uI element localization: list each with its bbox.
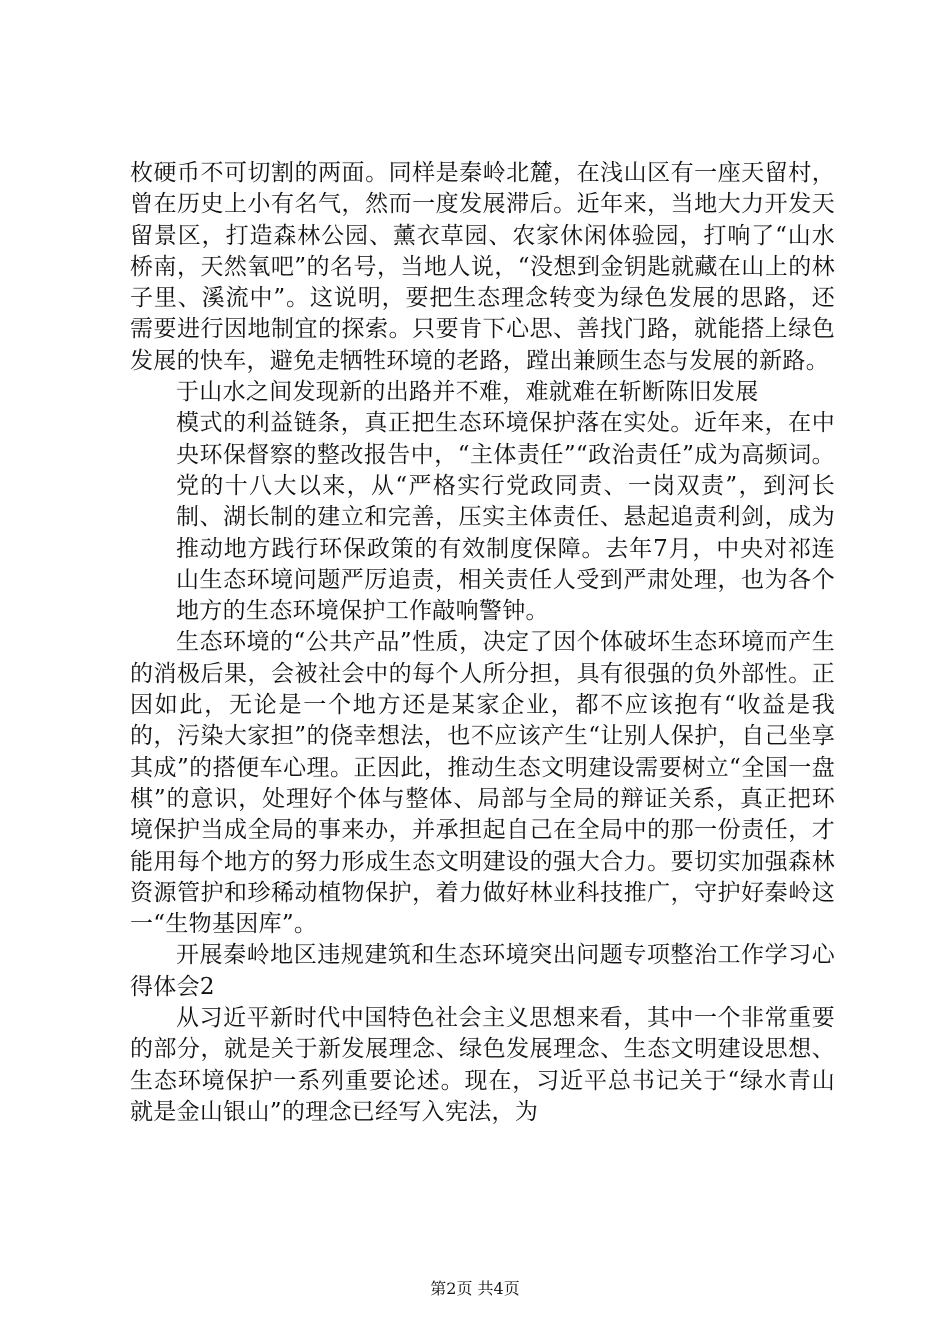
page-footer: 第2页 共4页 (430, 1279, 520, 1298)
paragraph-5: 从习近平新时代中国特色社会主义思想来看，其中一个非常重要的部分，就是关于新发展理念、绿色发展理念、生态文明建设思想、生态环境保护一系列重要论述。现在，习近平总书记关于“绿水青山就是金山银山”的理念已经写入宪法，为 (130, 1005, 835, 1125)
document-body (130, 158, 835, 1128)
paragraph-2: 于山水之间发现新的出路并不难，难就难在斩断陈旧发展 (176, 379, 759, 406)
paragraph-4: 生态环境的“公共产品”性质，决定了因个体破坏生态环境而产生的消极后果，会被社会中的每个人所分担，具有很强的负外部性。正因如此，无论是一个地方还是某家企业，都不应该抱有“收益是我的，污染大家担”的侥幸想法，也不应该产生“让别人保护，自己坐享其成”的搭便车心理。正因此，推动生态文明建设需要树立“全国一盘棋”的意识，处理好个体与整体、局部与全局的辩证关系，真正把环境保护当成全局的事来办，并承担起自己在全局中的那一份责任，才能用每个地方的努力形成生态文明建设的强大合力。要切实加强森林资源管护和珍稀动植物保护，着力做好林业科技推广，守护好秦岭这一“生物基因库”。 (130, 629, 835, 938)
paragraph-3: 模式的利益链条，真正把生态环境保护落在实处。近年来，在中央环保督察的整改报告中，“主体责任”“政治责任”成为高频词。党的十八大以来，从“严格实行党政同责、一岗双责”，到河长制、湖长制的建立和完善，压实主体责任、悬起追责利剑，成为推动地方践行环保政策的有效制度保障。去年7月，中央对祁连山生态环境问题严厉追责，相关责任人受到严肃处理，也为各个地方的生态环境保护工作敲响警钟。 (176, 410, 835, 625)
paragraph-1: 枚硬币不可切割的两面。同样是秦岭北麓，在浅山区有一座天留村，曾在历史上小有名气，然而一度发展滞后。近年来，当地大力开发天留景区，打造森林公园、薰衣草园、农家休闲体验园，打响了“山水桥南，天然氧吧”的名号，当地人说，“没想到金钥匙就藏在山上的林子里、溪流中”。这说明，要把生态理念转变为绿色发展的思路，还需要进行因地制宜的探索。只要肯下心思、善找门路，就能搭上绿色发展的快车，避免走牺牲环境的老路，蹚出兼顾生态与发展的新路。 (130, 160, 835, 374)
section-heading: 开展秦岭地区违规建筑和生态环境突出问题专项整治工作学习心得体会2 (130, 942, 835, 1000)
